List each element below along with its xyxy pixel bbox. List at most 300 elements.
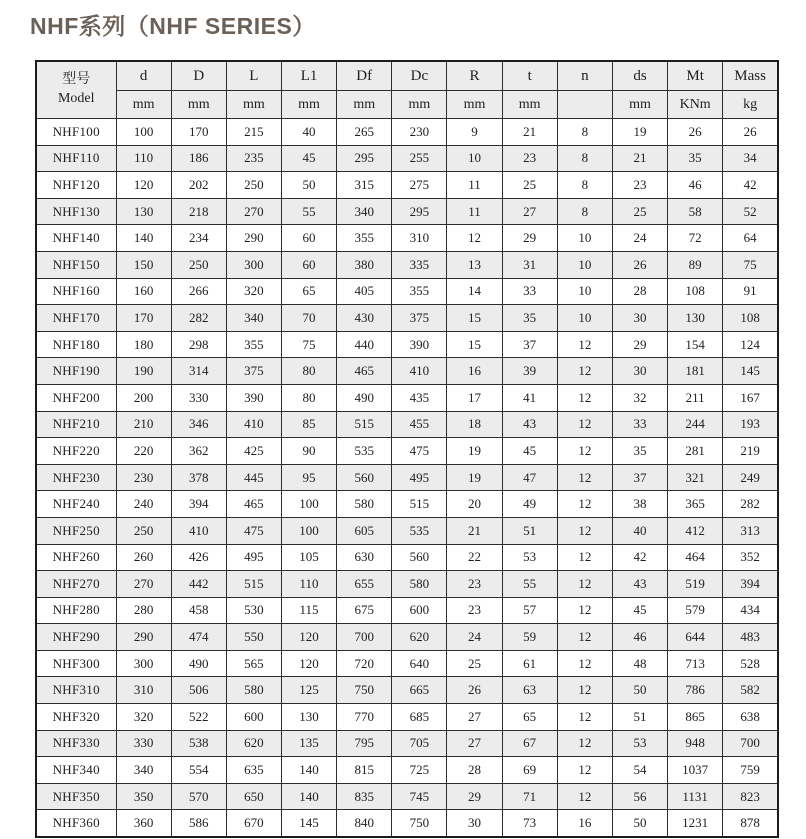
col-header-ds: ds: [612, 61, 667, 91]
cell-r: 19: [447, 438, 502, 465]
cell-mass: 249: [723, 464, 778, 491]
cell-d: 394: [171, 491, 226, 518]
cell-t: 47: [502, 464, 557, 491]
table-row-nhf110: [36, 145, 778, 172]
cell-l1: 105: [281, 544, 336, 571]
cell-n: 12: [557, 677, 612, 704]
cell-d: 410: [171, 517, 226, 544]
cell-d: 282: [171, 305, 226, 332]
cell-d: 426: [171, 544, 226, 571]
cell-mass: 878: [723, 810, 778, 837]
cell-df: 580: [337, 491, 392, 518]
col-unit-l: mm: [226, 91, 281, 119]
cell-dc: 495: [392, 464, 447, 491]
cell-l1: 45: [281, 145, 336, 172]
cell-d: 538: [171, 730, 226, 757]
col-header-r: R: [447, 61, 502, 91]
cell-ds: 38: [612, 491, 667, 518]
cell-r: 20: [447, 491, 502, 518]
cell-dc: 705: [392, 730, 447, 757]
cell-ds: 53: [612, 730, 667, 757]
cell-mass: 313: [723, 517, 778, 544]
cell-d: 140: [116, 225, 171, 252]
cell-d: 360: [116, 810, 171, 837]
cell-d: 170: [171, 119, 226, 146]
cell-t: 41: [502, 384, 557, 411]
model-cell: NHF210: [36, 411, 116, 438]
table-row-nhf130: [36, 198, 778, 225]
cell-l: 215: [226, 119, 281, 146]
cell-mt: 786: [668, 677, 723, 704]
cell-t: 59: [502, 624, 557, 651]
table-header: [36, 61, 778, 119]
cell-r: 16: [447, 358, 502, 385]
cell-dc: 535: [392, 517, 447, 544]
cell-n: 10: [557, 278, 612, 305]
cell-d: 522: [171, 704, 226, 731]
col-header-l1: L1: [281, 61, 336, 91]
cell-df: 720: [337, 650, 392, 677]
model-header-en: Model: [57, 91, 95, 106]
cell-r: 23: [447, 571, 502, 598]
cell-ds: 43: [612, 571, 667, 598]
cell-dc: 335: [392, 251, 447, 278]
col-unit-d: mm: [171, 91, 226, 119]
cell-l1: 50: [281, 172, 336, 199]
cell-dc: 410: [392, 358, 447, 385]
cell-n: 10: [557, 225, 612, 252]
cell-t: 57: [502, 597, 557, 624]
cell-mt: 108: [668, 278, 723, 305]
cell-ds: 45: [612, 597, 667, 624]
cell-r: 15: [447, 331, 502, 358]
cell-l1: 60: [281, 251, 336, 278]
cell-mt: 865: [668, 704, 723, 731]
model-cell: NHF160: [36, 278, 116, 305]
cell-l1: 70: [281, 305, 336, 332]
table-row-nhf260: [36, 544, 778, 571]
cell-df: 700: [337, 624, 392, 651]
cell-r: 28: [447, 757, 502, 784]
cell-d: 190: [116, 358, 171, 385]
table-row-nhf170: [36, 305, 778, 332]
model-cell: NHF300: [36, 650, 116, 677]
cell-n: 12: [557, 624, 612, 651]
cell-t: 31: [502, 251, 557, 278]
cell-df: 295: [337, 145, 392, 172]
cell-n: 8: [557, 172, 612, 199]
cell-dc: 580: [392, 571, 447, 598]
cell-df: 770: [337, 704, 392, 731]
cell-ds: 29: [612, 331, 667, 358]
cell-mass: 638: [723, 704, 778, 731]
table-row-nhf150: [36, 251, 778, 278]
cell-d: 120: [116, 172, 171, 199]
cell-mt: 46: [668, 172, 723, 199]
cell-l1: 145: [281, 810, 336, 837]
cell-t: 45: [502, 438, 557, 465]
cell-mt: 1231: [668, 810, 723, 837]
cell-mt: 130: [668, 305, 723, 332]
cell-l: 445: [226, 464, 281, 491]
cell-mass: 108: [723, 305, 778, 332]
cell-dc: 355: [392, 278, 447, 305]
model-cell: NHF280: [36, 597, 116, 624]
cell-dc: 310: [392, 225, 447, 252]
cell-df: 490: [337, 384, 392, 411]
model-cell: NHF360: [36, 810, 116, 837]
cell-mass: 124: [723, 331, 778, 358]
cell-l: 530: [226, 597, 281, 624]
cell-n: 12: [557, 358, 612, 385]
cell-df: 750: [337, 677, 392, 704]
cell-d: 220: [116, 438, 171, 465]
cell-mass: 823: [723, 783, 778, 810]
table-container: [35, 60, 806, 838]
cell-dc: 725: [392, 757, 447, 784]
model-cell: NHF130: [36, 198, 116, 225]
cell-mass: 759: [723, 757, 778, 784]
cell-d: 150: [116, 251, 171, 278]
cell-mt: 35: [668, 145, 723, 172]
cell-df: 535: [337, 438, 392, 465]
cell-n: 12: [557, 331, 612, 358]
cell-t: 63: [502, 677, 557, 704]
cell-d: 250: [171, 251, 226, 278]
cell-l1: 80: [281, 384, 336, 411]
cell-n: 12: [557, 704, 612, 731]
cell-mt: 464: [668, 544, 723, 571]
cell-ds: 50: [612, 677, 667, 704]
cell-mass: 145: [723, 358, 778, 385]
cell-df: 840: [337, 810, 392, 837]
table-row-nhf320: [36, 704, 778, 731]
cell-d: 160: [116, 278, 171, 305]
cell-l: 495: [226, 544, 281, 571]
cell-dc: 255: [392, 145, 447, 172]
cell-dc: 515: [392, 491, 447, 518]
cell-r: 9: [447, 119, 502, 146]
cell-mass: 528: [723, 650, 778, 677]
cell-t: 69: [502, 757, 557, 784]
cell-l: 475: [226, 517, 281, 544]
cell-r: 19: [447, 464, 502, 491]
cell-d: 298: [171, 331, 226, 358]
cell-l1: 75: [281, 331, 336, 358]
cell-n: 10: [557, 305, 612, 332]
cell-l: 250: [226, 172, 281, 199]
model-cell: NHF140: [36, 225, 116, 252]
cell-mt: 154: [668, 331, 723, 358]
cell-df: 430: [337, 305, 392, 332]
cell-l1: 55: [281, 198, 336, 225]
cell-n: 12: [557, 571, 612, 598]
cell-mt: 72: [668, 225, 723, 252]
cell-ds: 33: [612, 411, 667, 438]
col-header-mt: Mt: [668, 61, 723, 91]
table-row-nhf280: [36, 597, 778, 624]
cell-ds: 42: [612, 544, 667, 571]
cell-df: 815: [337, 757, 392, 784]
cell-l: 390: [226, 384, 281, 411]
cell-n: 12: [557, 464, 612, 491]
table-row-nhf100: [36, 119, 778, 146]
cell-ds: 19: [612, 119, 667, 146]
cell-ds: 23: [612, 172, 667, 199]
cell-l1: 115: [281, 597, 336, 624]
cell-n: 12: [557, 783, 612, 810]
cell-t: 55: [502, 571, 557, 598]
col-unit-mass: kg: [723, 91, 778, 119]
header-row-labels: [36, 61, 778, 91]
cell-t: 67: [502, 730, 557, 757]
cell-mt: 644: [668, 624, 723, 651]
cell-dc: 620: [392, 624, 447, 651]
cell-l: 425: [226, 438, 281, 465]
cell-r: 12: [447, 225, 502, 252]
model-cell: NHF100: [36, 119, 116, 146]
col-header-df: Df: [337, 61, 392, 91]
model-cell: NHF180: [36, 331, 116, 358]
cell-d: 320: [116, 704, 171, 731]
cell-t: 29: [502, 225, 557, 252]
col-unit-dc: mm: [392, 91, 447, 119]
cell-l: 670: [226, 810, 281, 837]
cell-l1: 120: [281, 624, 336, 651]
cell-mass: 219: [723, 438, 778, 465]
cell-n: 12: [557, 650, 612, 677]
model-cell: NHF190: [36, 358, 116, 385]
table-row-nhf230: [36, 464, 778, 491]
cell-r: 27: [447, 704, 502, 731]
model-cell: NHF170: [36, 305, 116, 332]
cell-ds: 21: [612, 145, 667, 172]
col-unit-df: mm: [337, 91, 392, 119]
cell-d: 260: [116, 544, 171, 571]
cell-d: 346: [171, 411, 226, 438]
cell-ds: 26: [612, 251, 667, 278]
cell-n: 12: [557, 597, 612, 624]
cell-l: 565: [226, 650, 281, 677]
col-unit-ds: mm: [612, 91, 667, 119]
cell-mt: 26: [668, 119, 723, 146]
cell-mt: 321: [668, 464, 723, 491]
cell-d: 266: [171, 278, 226, 305]
cell-n: 12: [557, 544, 612, 571]
cell-r: 25: [447, 650, 502, 677]
cell-d: 554: [171, 757, 226, 784]
cell-mt: 412: [668, 517, 723, 544]
col-header-t: t: [502, 61, 557, 91]
cell-r: 21: [447, 517, 502, 544]
table-row-nhf330: [36, 730, 778, 757]
cell-df: 675: [337, 597, 392, 624]
cell-dc: 600: [392, 597, 447, 624]
cell-df: 440: [337, 331, 392, 358]
cell-d: 340: [116, 757, 171, 784]
cell-d: 170: [116, 305, 171, 332]
col-header-model: [36, 61, 116, 119]
cell-df: 405: [337, 278, 392, 305]
cell-n: 8: [557, 145, 612, 172]
cell-n: 12: [557, 491, 612, 518]
cell-mass: 193: [723, 411, 778, 438]
model-cell: NHF110: [36, 145, 116, 172]
cell-mt: 89: [668, 251, 723, 278]
model-cell: NHF290: [36, 624, 116, 651]
cell-d: 300: [116, 650, 171, 677]
model-cell: NHF200: [36, 384, 116, 411]
cell-l: 550: [226, 624, 281, 651]
cell-d: 130: [116, 198, 171, 225]
cell-mass: 64: [723, 225, 778, 252]
cell-d: 234: [171, 225, 226, 252]
table-row-nhf180: [36, 331, 778, 358]
cell-mass: 52: [723, 198, 778, 225]
cell-d: 218: [171, 198, 226, 225]
cell-mass: 34: [723, 145, 778, 172]
cell-ds: 37: [612, 464, 667, 491]
cell-d: 586: [171, 810, 226, 837]
cell-ds: 35: [612, 438, 667, 465]
col-unit-mt: KNm: [668, 91, 723, 119]
cell-d: 210: [116, 411, 171, 438]
cell-l1: 100: [281, 517, 336, 544]
col-unit-t: mm: [502, 91, 557, 119]
table-row-nhf160: [36, 278, 778, 305]
cell-r: 14: [447, 278, 502, 305]
cell-l1: 85: [281, 411, 336, 438]
table-row-nhf300: [36, 650, 778, 677]
col-header-d: D: [171, 61, 226, 91]
cell-mt: 519: [668, 571, 723, 598]
cell-l: 340: [226, 305, 281, 332]
cell-df: 465: [337, 358, 392, 385]
cell-n: 8: [557, 198, 612, 225]
col-unit-l1: mm: [281, 91, 336, 119]
cell-dc: 745: [392, 783, 447, 810]
table-row-nhf250: [36, 517, 778, 544]
cell-t: 53: [502, 544, 557, 571]
cell-df: 355: [337, 225, 392, 252]
cell-mt: 713: [668, 650, 723, 677]
cell-r: 24: [447, 624, 502, 651]
cell-r: 27: [447, 730, 502, 757]
cell-ds: 25: [612, 198, 667, 225]
cell-dc: 750: [392, 810, 447, 837]
cell-dc: 230: [392, 119, 447, 146]
cell-l: 290: [226, 225, 281, 252]
cell-r: 22: [447, 544, 502, 571]
cell-d: 200: [116, 384, 171, 411]
cell-r: 10: [447, 145, 502, 172]
cell-t: 21: [502, 119, 557, 146]
model-cell: NHF230: [36, 464, 116, 491]
cell-d: 490: [171, 650, 226, 677]
cell-r: 30: [447, 810, 502, 837]
cell-r: 26: [447, 677, 502, 704]
page-title: NHF系列（NHF SERIES）: [30, 13, 316, 39]
col-header-n: n: [557, 61, 612, 91]
cell-d: 570: [171, 783, 226, 810]
cell-d: 378: [171, 464, 226, 491]
header-row-units: [36, 91, 778, 119]
cell-t: 61: [502, 650, 557, 677]
cell-r: 29: [447, 783, 502, 810]
table-row-nhf220: [36, 438, 778, 465]
cell-mass: 75: [723, 251, 778, 278]
col-header-mass: Mass: [723, 61, 778, 91]
model-cell: NHF270: [36, 571, 116, 598]
cell-mt: 281: [668, 438, 723, 465]
cell-d: 100: [116, 119, 171, 146]
cell-d: 180: [116, 331, 171, 358]
col-header-dc: Dc: [392, 61, 447, 91]
model-cell: NHF240: [36, 491, 116, 518]
cell-mass: 91: [723, 278, 778, 305]
cell-df: 835: [337, 783, 392, 810]
col-header-d: d: [116, 61, 171, 91]
cell-ds: 48: [612, 650, 667, 677]
cell-dc: 455: [392, 411, 447, 438]
cell-t: 65: [502, 704, 557, 731]
cell-mass: 434: [723, 597, 778, 624]
cell-l1: 125: [281, 677, 336, 704]
table-row-nhf290: [36, 624, 778, 651]
cell-dc: 475: [392, 438, 447, 465]
cell-t: 51: [502, 517, 557, 544]
cell-dc: 435: [392, 384, 447, 411]
col-unit-d: mm: [116, 91, 171, 119]
cell-mt: 579: [668, 597, 723, 624]
cell-l1: 135: [281, 730, 336, 757]
model-cell: NHF260: [36, 544, 116, 571]
model-cell: NHF340: [36, 757, 116, 784]
cell-mass: 483: [723, 624, 778, 651]
cell-df: 605: [337, 517, 392, 544]
cell-mass: 352: [723, 544, 778, 571]
table-row-nhf140: [36, 225, 778, 252]
cell-t: 49: [502, 491, 557, 518]
cell-t: 43: [502, 411, 557, 438]
cell-ds: 46: [612, 624, 667, 651]
cell-d: 250: [116, 517, 171, 544]
cell-l: 235: [226, 145, 281, 172]
cell-dc: 665: [392, 677, 447, 704]
model-cell: NHF220: [36, 438, 116, 465]
table-body: [36, 119, 778, 838]
cell-t: 71: [502, 783, 557, 810]
cell-mass: 582: [723, 677, 778, 704]
cell-d: 310: [116, 677, 171, 704]
cell-l1: 130: [281, 704, 336, 731]
cell-l1: 120: [281, 650, 336, 677]
cell-ds: 50: [612, 810, 667, 837]
cell-df: 265: [337, 119, 392, 146]
nhf-spec-table: [35, 60, 779, 838]
cell-mt: 211: [668, 384, 723, 411]
cell-d: 506: [171, 677, 226, 704]
cell-l: 355: [226, 331, 281, 358]
cell-n: 10: [557, 251, 612, 278]
cell-mt: 181: [668, 358, 723, 385]
model-header-cn: 型号: [62, 72, 91, 88]
cell-d: 330: [171, 384, 226, 411]
cell-l1: 140: [281, 757, 336, 784]
cell-r: 23: [447, 597, 502, 624]
table-row-nhf190: [36, 358, 778, 385]
cell-df: 315: [337, 172, 392, 199]
